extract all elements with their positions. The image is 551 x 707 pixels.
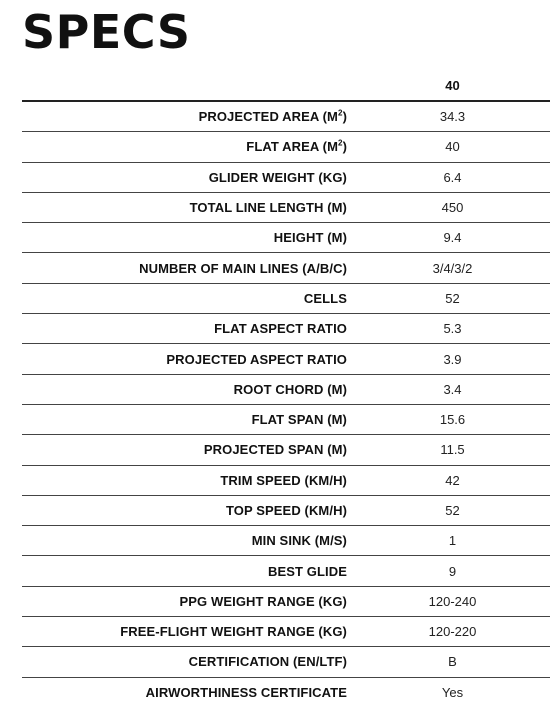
spec-label (22, 253, 355, 283)
spec-value: B (355, 647, 550, 677)
spec-label (22, 526, 355, 556)
table-row (22, 223, 550, 253)
table-header-row (22, 70, 550, 101)
spec-label-text: TOP SPEED (KM/H) (225, 503, 347, 518)
spec-label (22, 162, 355, 192)
spec-label (22, 465, 355, 495)
spec-label-text: PROJECTED ASPECT RATIO (166, 351, 347, 367)
table-row (22, 677, 550, 707)
spec-label-text: TOTAL LINE LENGTH (M) (189, 200, 347, 216)
spec-label (22, 556, 355, 586)
table-row (22, 404, 550, 434)
spec-value: 3/4/3/2 (355, 253, 550, 283)
spec-label-text: FLAT SPAN (M) (251, 412, 347, 428)
spec-value: 52 (355, 495, 550, 525)
spec-label-text: PROJECTED SPAN (M) (203, 442, 347, 458)
header-label (22, 70, 355, 101)
spec-value: 11.5 (355, 435, 550, 465)
spec-value: 450 (355, 192, 550, 222)
table-row (22, 435, 550, 465)
spec-label (22, 223, 355, 253)
spec-label (22, 314, 355, 344)
spec-value: 1 (355, 526, 550, 556)
spec-value: 52 (355, 283, 550, 313)
spec-label (22, 404, 355, 434)
spec-label (22, 435, 355, 465)
table-row (22, 192, 550, 222)
spec-label-text: TRIM SPEED (KM/H) (220, 472, 347, 488)
table-row (22, 101, 550, 132)
spec-label (22, 101, 355, 132)
table-row (22, 556, 550, 586)
spec-label-text: AIRWORTHINESS CERTIFICATE (145, 684, 347, 700)
table-row (22, 283, 550, 313)
spec-label-text: FREE-FLIGHT WEIGHT RANGE (KG) (120, 624, 347, 640)
spec-label (22, 344, 355, 374)
spec-value: 40 (355, 132, 550, 162)
spec-label-suffix: ) (342, 109, 347, 125)
spec-label-text: MIN SINK (M/S) (251, 533, 347, 549)
table-row (22, 617, 550, 647)
spec-value: 15.6 (355, 404, 550, 434)
spec-label (22, 192, 355, 222)
spec-label (22, 647, 355, 677)
table-row (22, 344, 550, 374)
table-row (22, 374, 550, 404)
spec-label-text: NUMBER OF MAIN LINES (A/B/C) (139, 260, 347, 276)
specs-table (22, 70, 550, 707)
spec-value: 34.3 (355, 101, 550, 132)
spec-label-suffix: ) (342, 139, 347, 155)
spec-label-text: PROJECTED AREA (M (198, 109, 338, 125)
spec-label-text: PPG WEIGHT RANGE (KG) (179, 593, 347, 609)
spec-label (22, 374, 355, 404)
spec-value: 9.4 (355, 223, 550, 253)
spec-label (22, 677, 355, 707)
spec-label (22, 617, 355, 647)
spec-label (22, 586, 355, 616)
spec-label-text: BEST GLIDE (267, 563, 347, 579)
spec-label-text: FLAT ASPECT RATIO (214, 321, 347, 337)
table-row (22, 647, 550, 677)
spec-rows (22, 101, 550, 707)
header-size-value: 40 (355, 70, 550, 101)
spec-value: 5.3 (355, 314, 550, 344)
page-title: SPECS (22, 5, 191, 59)
table-row (22, 132, 550, 162)
spec-label-text: CELLS (303, 290, 347, 306)
table-row (22, 314, 550, 344)
spec-label (22, 283, 355, 313)
spec-value: 3.4 (355, 374, 550, 404)
table-row (22, 162, 550, 192)
spec-label-text: HEIGHT (M) (273, 230, 347, 246)
spec-value: 120-240 (355, 586, 550, 616)
spec-value: 9 (355, 556, 550, 586)
spec-value: 3.9 (355, 344, 550, 374)
spec-value: 6.4 (355, 162, 550, 192)
spec-value: 120-220 (355, 617, 550, 647)
spec-label-text: GLIDER WEIGHT (KG) (208, 169, 347, 185)
table-row (22, 495, 550, 525)
table-row (22, 465, 550, 495)
spec-value: Yes (441, 684, 464, 700)
spec-label-text: FLAT AREA (M (246, 139, 338, 155)
spec-label (22, 495, 355, 525)
spec-label (22, 132, 355, 162)
table-row (22, 586, 550, 616)
spec-label-superscript: 2 (338, 108, 343, 118)
table-row (22, 253, 550, 283)
spec-label-text: ROOT CHORD (M) (233, 381, 347, 397)
table-row (22, 526, 550, 556)
spec-value: 42 (355, 465, 550, 495)
spec-label-text: CERTIFICATION (EN/LTF) (188, 654, 347, 670)
spec-label-superscript: 2 (338, 139, 343, 149)
